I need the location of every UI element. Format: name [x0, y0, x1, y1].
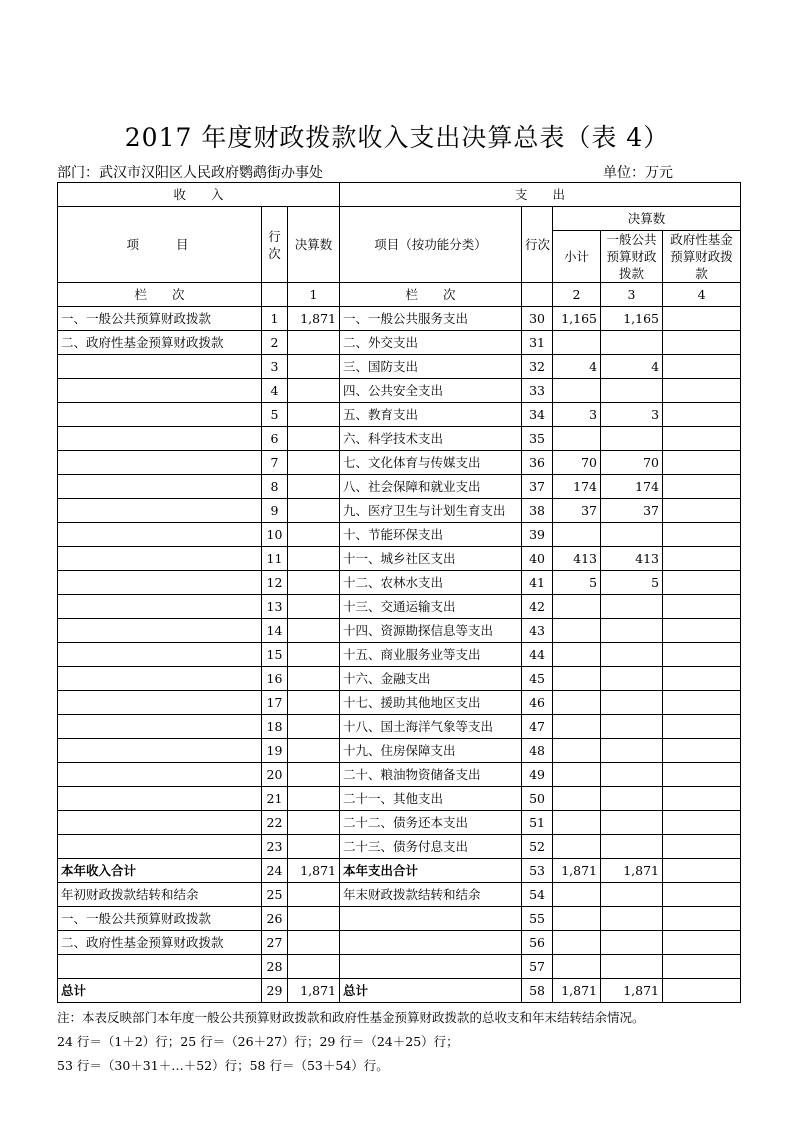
- income-amount-cell: [288, 691, 340, 715]
- expense-item-cell: 十五、商业服务业等支出: [340, 643, 522, 667]
- table-row: [58, 739, 741, 763]
- subtotal-cell: [553, 883, 601, 907]
- general-budget-cell: [601, 811, 663, 835]
- income-line-no-cell: 12: [262, 571, 288, 595]
- income-line-no-cell: 13: [262, 595, 288, 619]
- general-budget-cell: 1,165: [601, 307, 663, 331]
- expense-item-cell: 十四、资源勘探信息等支出: [340, 619, 522, 643]
- expense-line-no-cell: 42: [522, 595, 553, 619]
- subtotal-cell: [553, 331, 601, 355]
- expense-line-no-cell: 31: [522, 331, 553, 355]
- income-amount-cell: [288, 715, 340, 739]
- expense-item-cell: 年末财政拨款结转和结余: [340, 883, 522, 907]
- subtotal-cell: [553, 907, 601, 931]
- general-budget-cell: [601, 427, 663, 451]
- income-item-cell: [58, 451, 262, 475]
- income-amount-cell: [288, 475, 340, 499]
- expense-item-cell: 二十、粮油物资储备支出: [340, 763, 522, 787]
- general-budget-cell: [601, 739, 663, 763]
- general-budget-cell: [601, 667, 663, 691]
- expense-item-cell: 九、医疗卫生与计划生育支出: [340, 499, 522, 523]
- income-line-no-cell: 1: [262, 307, 288, 331]
- income-amount-cell: [288, 667, 340, 691]
- subtotal-cell: 5: [553, 571, 601, 595]
- income-item-cell: 总计: [58, 979, 262, 1003]
- expense-line-no-cell: 32: [522, 355, 553, 379]
- general-budget-cell: [601, 763, 663, 787]
- table-row: [58, 883, 741, 907]
- general-budget-cell: [601, 883, 663, 907]
- expense-line-no-cell: 44: [522, 643, 553, 667]
- income-line-no-cell: 9: [262, 499, 288, 523]
- income-amount-cell: [288, 427, 340, 451]
- gov-fund-cell: [663, 979, 741, 1003]
- table-row: [58, 907, 741, 931]
- income-column-label: 栏 次: [58, 283, 262, 307]
- general-budget-cell: [601, 643, 663, 667]
- income-item-cell: [58, 403, 262, 427]
- expense-item-cell: [340, 907, 522, 931]
- income-line-no-cell: 26: [262, 907, 288, 931]
- general-budget-cell: 37: [601, 499, 663, 523]
- gov-fund-cell: [663, 451, 741, 475]
- expense-line-no-cell: 37: [522, 475, 553, 499]
- subtotal-cell: [553, 691, 601, 715]
- income-line-no-cell: 10: [262, 523, 288, 547]
- income-item-cell: 一、一般公共预算财政拨款: [58, 907, 262, 931]
- gov-fund-cell: [663, 571, 741, 595]
- income-amount-cell: [288, 331, 340, 355]
- expense-line-no-cell: 47: [522, 715, 553, 739]
- income-line-no-cell: 28: [262, 955, 288, 979]
- subtotal-cell: [553, 811, 601, 835]
- subtotal-cell: [553, 595, 601, 619]
- gov-fund-cell: [663, 355, 741, 379]
- gov-fund-cell: [663, 691, 741, 715]
- income-line-no-cell: 22: [262, 811, 288, 835]
- expense-item-cell: [340, 955, 522, 979]
- income-line-no-cell: 19: [262, 739, 288, 763]
- income-item-cell: 年初财政拨款结转和结余: [58, 883, 262, 907]
- expense-line-no-cell: 49: [522, 763, 553, 787]
- expense-line-no-header: 行次: [522, 207, 553, 283]
- income-amount-cell: [288, 595, 340, 619]
- expense-line-no-cell: 39: [522, 523, 553, 547]
- subtotal-cell: [553, 715, 601, 739]
- income-col-index: 1: [288, 283, 340, 307]
- expense-item-cell: 八、社会保障和就业支出: [340, 475, 522, 499]
- income-line-no-cell: 15: [262, 643, 288, 667]
- income-line-no-cell: 6: [262, 427, 288, 451]
- income-item-cell: [58, 955, 262, 979]
- income-amount-cell: [288, 955, 340, 979]
- subtotal-cell: [553, 787, 601, 811]
- general-budget-cell: [601, 907, 663, 931]
- subtotal-cell: 1,871: [553, 979, 601, 1003]
- income-line-no-cell: 4: [262, 379, 288, 403]
- table-row: [58, 859, 741, 883]
- department-label: 部门：武汉市汉阳区人民政府鹦鹉街办事处: [57, 165, 323, 181]
- expense-item-cell: 四、公共安全支出: [340, 379, 522, 403]
- gov-fund-cell: [663, 643, 741, 667]
- income-amount-cell: [288, 379, 340, 403]
- footnote-line: 注：本表反映部门本年度一般公共预算财政拨款和政府性基金预算财政拨款的总收支和年末结转结余情况。: [57, 1010, 645, 1025]
- subtotal-cell: [553, 931, 601, 955]
- general-budget-cell: [601, 619, 663, 643]
- subtotal-header: 小计: [553, 231, 601, 283]
- general-budget-cell: [601, 787, 663, 811]
- table-row: [58, 763, 741, 787]
- income-item-cell: [58, 763, 262, 787]
- column-index-row: [58, 283, 741, 307]
- table-row: [58, 499, 741, 523]
- footnotes: [57, 1006, 645, 1078]
- subtotal-cell: 1,871: [553, 859, 601, 883]
- general-budget-cell: [601, 379, 663, 403]
- income-item-cell: [58, 715, 262, 739]
- table-row: [58, 955, 741, 979]
- expense-item-cell: 十三、交通运输支出: [340, 595, 522, 619]
- expense-item-cell: 七、文化体育与传媒支出: [340, 451, 522, 475]
- income-amount-cell: [288, 931, 340, 955]
- income-line-no-cell: 20: [262, 763, 288, 787]
- gov-fund-cell: [663, 811, 741, 835]
- gov-fund-cell: [663, 883, 741, 907]
- general-budget-cell: 70: [601, 451, 663, 475]
- gov-fund-cell: [663, 619, 741, 643]
- expense-item-cell: 二、外交支出: [340, 331, 522, 355]
- expense-line-no-cell: 58: [522, 979, 553, 1003]
- table-row: [58, 523, 741, 547]
- gov-fund-cell: [663, 835, 741, 859]
- expense-line-no-cell: 38: [522, 499, 553, 523]
- table-row: [58, 595, 741, 619]
- income-line-no-cell: 25: [262, 883, 288, 907]
- expense-line-no-cell: 35: [522, 427, 553, 451]
- subtotal-cell: [553, 835, 601, 859]
- income-item-header: 项 目: [58, 207, 262, 283]
- general-budget-cell: 1,871: [601, 859, 663, 883]
- expense-item-cell: 十、节能环保支出: [340, 523, 522, 547]
- income-line-no-cell: 3: [262, 355, 288, 379]
- gov-fund-cell: [663, 523, 741, 547]
- subtotal-cell: [553, 739, 601, 763]
- subtotal-cell: [553, 955, 601, 979]
- income-line-no-cell: 27: [262, 931, 288, 955]
- income-item-cell: [58, 427, 262, 451]
- subtotal-cell: [553, 667, 601, 691]
- subtotal-col-index: 2: [553, 283, 601, 307]
- general-budget-cell: 174: [601, 475, 663, 499]
- expense-line-no-cell: 46: [522, 691, 553, 715]
- income-item-cell: 二、政府性基金预算财政拨款: [58, 931, 262, 955]
- income-line-no-cell: 17: [262, 691, 288, 715]
- income-item-cell: [58, 355, 262, 379]
- expense-line-no-cell: 33: [522, 379, 553, 403]
- table-row: [58, 643, 741, 667]
- expense-item-cell: 一、一般公共服务支出: [340, 307, 522, 331]
- general-budget-cell: [601, 715, 663, 739]
- expense-item-cell: 五、教育支出: [340, 403, 522, 427]
- expense-item-cell: 十一、城乡社区支出: [340, 547, 522, 571]
- income-amount-cell: [288, 763, 340, 787]
- income-line-no-cell: 8: [262, 475, 288, 499]
- gov-fund-cell: [663, 403, 741, 427]
- column-header-row-1: [58, 207, 741, 231]
- table-row: [58, 475, 741, 499]
- table-row: [58, 787, 741, 811]
- expense-item-cell: 六、科学技术支出: [340, 427, 522, 451]
- gov-fund-cell: [663, 331, 741, 355]
- table-row: [58, 931, 741, 955]
- table-row: [58, 379, 741, 403]
- table-row: [58, 715, 741, 739]
- general-budget-cell: 4: [601, 355, 663, 379]
- income-amount-cell: [288, 811, 340, 835]
- general-budget-cell: 413: [601, 547, 663, 571]
- income-line-no-cell: 23: [262, 835, 288, 859]
- income-item-cell: [58, 691, 262, 715]
- income-line-no-cell: 14: [262, 619, 288, 643]
- general-budget-header: 一般公共预算财政拨款: [601, 231, 663, 283]
- income-item-cell: 二、政府性基金预算财政拨款: [58, 331, 262, 355]
- general-col-index: 3: [601, 283, 663, 307]
- expense-line-no-cell: 43: [522, 619, 553, 643]
- expense-item-cell: 总计: [340, 979, 522, 1003]
- gov-fund-cell: [663, 955, 741, 979]
- income-line-no-cell: 18: [262, 715, 288, 739]
- table-row: [58, 307, 741, 331]
- gov-fund-cell: [663, 595, 741, 619]
- income-item-cell: [58, 547, 262, 571]
- table-row: [58, 547, 741, 571]
- expense-item-cell: 十二、农林水支出: [340, 571, 522, 595]
- general-budget-cell: [601, 931, 663, 955]
- income-item-cell: 一、一般公共预算财政拨款: [58, 307, 262, 331]
- table-row: [58, 691, 741, 715]
- gov-fund-cell: [663, 907, 741, 931]
- expense-line-no-cell: 40: [522, 547, 553, 571]
- income-item-cell: [58, 499, 262, 523]
- expense-section-header: 支 出: [340, 183, 741, 207]
- expense-line-no-index: [522, 283, 553, 307]
- expense-line-no-cell: 54: [522, 883, 553, 907]
- income-amount-cell: 1,871: [288, 859, 340, 883]
- expense-line-no-cell: 50: [522, 787, 553, 811]
- general-budget-cell: [601, 691, 663, 715]
- expense-line-no-cell: 34: [522, 403, 553, 427]
- income-item-cell: [58, 739, 262, 763]
- expense-line-no-cell: 52: [522, 835, 553, 859]
- expense-line-no-cell: 36: [522, 451, 553, 475]
- income-line-no-cell: 29: [262, 979, 288, 1003]
- subtotal-cell: [553, 427, 601, 451]
- table-body: [58, 183, 741, 1003]
- final-amount-group-header: 决算数: [553, 207, 741, 231]
- income-item-cell: [58, 667, 262, 691]
- subtotal-cell: 4: [553, 355, 601, 379]
- income-item-cell: [58, 523, 262, 547]
- gov-fund-cell: [663, 427, 741, 451]
- income-item-cell: 本年收入合计: [58, 859, 262, 883]
- income-line-no-cell: 11: [262, 547, 288, 571]
- gov-fund-cell: [663, 667, 741, 691]
- income-item-cell: [58, 811, 262, 835]
- gov-fund-cell: [663, 307, 741, 331]
- subtotal-cell: [553, 619, 601, 643]
- income-line-no-cell: 16: [262, 667, 288, 691]
- table-row: [58, 979, 741, 1003]
- income-amount-cell: [288, 787, 340, 811]
- table-row: [58, 835, 741, 859]
- subtotal-cell: 70: [553, 451, 601, 475]
- expense-line-no-cell: 53: [522, 859, 553, 883]
- income-amount-cell: [288, 499, 340, 523]
- income-amount-cell: [288, 451, 340, 475]
- gov-fund-cell: [663, 547, 741, 571]
- expense-column-label: 栏 次: [340, 283, 522, 307]
- general-budget-cell: 5: [601, 571, 663, 595]
- income-amount-cell: [288, 571, 340, 595]
- general-budget-cell: [601, 523, 663, 547]
- expense-line-no-cell: 30: [522, 307, 553, 331]
- income-item-cell: [58, 787, 262, 811]
- expense-item-cell: 本年支出合计: [340, 859, 522, 883]
- unit-label: 单位：万元: [603, 165, 673, 181]
- expense-line-no-cell: 55: [522, 907, 553, 931]
- income-item-cell: [58, 835, 262, 859]
- footnote-line: 53 行＝（30＋31＋…＋52）行；58 行＝（53＋54）行。: [57, 1058, 389, 1073]
- expense-item-header: 项目（按功能分类）: [340, 207, 522, 283]
- subtotal-cell: 3: [553, 403, 601, 427]
- subtotal-cell: [553, 643, 601, 667]
- table-row: [58, 811, 741, 835]
- table-row: [58, 427, 741, 451]
- footnote-line: 24 行＝（1＋2）行；25 行＝（26＋27）行；29 行＝（24＋25）行；: [57, 1034, 459, 1049]
- subtotal-cell: 413: [553, 547, 601, 571]
- gov-fund-cell: [663, 379, 741, 403]
- expense-item-cell: 十七、援助其他地区支出: [340, 691, 522, 715]
- subtotal-cell: 37: [553, 499, 601, 523]
- subtotal-cell: 1,165: [553, 307, 601, 331]
- income-amount-header: 决算数: [288, 207, 340, 283]
- income-item-cell: [58, 379, 262, 403]
- expense-line-no-cell: 48: [522, 739, 553, 763]
- income-amount-cell: [288, 835, 340, 859]
- income-item-cell: [58, 475, 262, 499]
- income-amount-cell: [288, 883, 340, 907]
- expense-item-cell: 十九、住房保障支出: [340, 739, 522, 763]
- expense-item-cell: [340, 931, 522, 955]
- table-row: [58, 403, 741, 427]
- table-row: [58, 355, 741, 379]
- income-line-no-cell: 21: [262, 787, 288, 811]
- expense-line-no-cell: 45: [522, 667, 553, 691]
- income-amount-cell: [288, 523, 340, 547]
- gov-fund-cell: [663, 787, 741, 811]
- income-item-cell: [58, 571, 262, 595]
- income-amount-cell: [288, 403, 340, 427]
- income-section-header: 收 入: [58, 183, 340, 207]
- table-row: [58, 667, 741, 691]
- gov-fund-cell: [663, 859, 741, 883]
- income-item-cell: [58, 595, 262, 619]
- gov-fund-cell: [663, 931, 741, 955]
- income-amount-cell: [288, 907, 340, 931]
- gov-fund-cell: [663, 739, 741, 763]
- income-line-no-cell: 24: [262, 859, 288, 883]
- gov-fund-cell: [663, 499, 741, 523]
- income-amount-cell: [288, 619, 340, 643]
- expense-line-no-cell: 57: [522, 955, 553, 979]
- expense-item-cell: 二十三、债务付息支出: [340, 835, 522, 859]
- table-row: [58, 451, 741, 475]
- table-row: [58, 331, 741, 355]
- general-budget-cell: [601, 955, 663, 979]
- gov-fund-cell: [663, 763, 741, 787]
- income-amount-cell: [288, 547, 340, 571]
- gov-fund-header: 政府性基金预算财政拨款: [663, 231, 741, 283]
- income-line-no-cell: 2: [262, 331, 288, 355]
- general-budget-cell: 3: [601, 403, 663, 427]
- income-line-no-cell: 7: [262, 451, 288, 475]
- expense-line-no-cell: 41: [522, 571, 553, 595]
- expense-item-cell: 三、国防支出: [340, 355, 522, 379]
- page-title: 2017 年度财政拨款收入支出决算总表（表 4）: [124, 123, 670, 152]
- income-amount-cell: [288, 355, 340, 379]
- gov-fund-cell: [663, 715, 741, 739]
- subtotal-cell: [553, 763, 601, 787]
- income-line-no-header: 行次: [262, 207, 288, 283]
- fund-col-index: 4: [663, 283, 741, 307]
- income-line-no-cell: 5: [262, 403, 288, 427]
- subtotal-cell: 174: [553, 475, 601, 499]
- general-budget-cell: [601, 331, 663, 355]
- section-header-row: [58, 183, 741, 207]
- expense-item-cell: 十六、金融支出: [340, 667, 522, 691]
- budget-table: [57, 182, 741, 1003]
- subtotal-cell: [553, 523, 601, 547]
- expense-item-cell: 二十二、债务还本支出: [340, 811, 522, 835]
- income-amount-cell: 1,871: [288, 979, 340, 1003]
- general-budget-cell: 1,871: [601, 979, 663, 1003]
- income-item-cell: [58, 643, 262, 667]
- expense-item-cell: 二十一、其他支出: [340, 787, 522, 811]
- general-budget-cell: [601, 595, 663, 619]
- general-budget-cell: [601, 835, 663, 859]
- subtotal-cell: [553, 379, 601, 403]
- gov-fund-cell: [663, 475, 741, 499]
- table-row: [58, 571, 741, 595]
- table-row: [58, 619, 741, 643]
- income-amount-cell: [288, 643, 340, 667]
- expense-item-cell: 十八、国土海洋气象等支出: [340, 715, 522, 739]
- income-amount-cell: [288, 739, 340, 763]
- income-item-cell: [58, 619, 262, 643]
- expense-line-no-cell: 56: [522, 931, 553, 955]
- income-line-no-index: [262, 283, 288, 307]
- income-amount-cell: 1,871: [288, 307, 340, 331]
- expense-line-no-cell: 51: [522, 811, 553, 835]
